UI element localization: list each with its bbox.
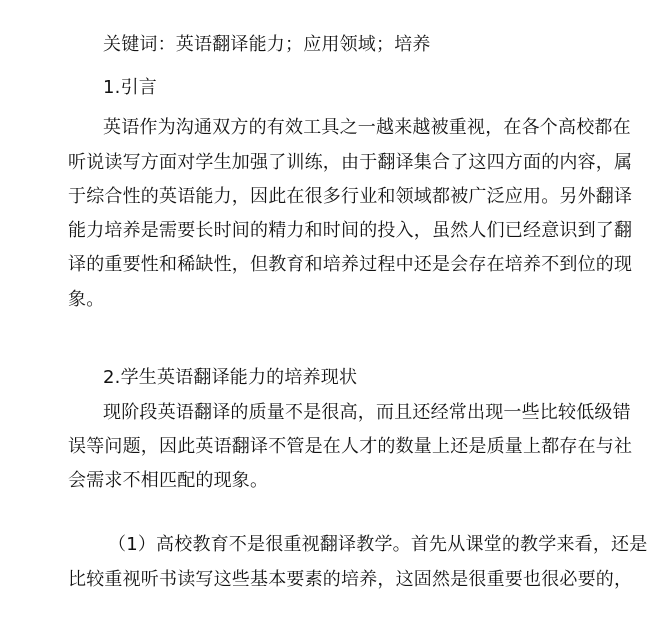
keywords-line: 关键词：英语翻译能力；应用领域；培养 [103,34,431,55]
list-item-line: （1）高校教育不是很重视翻译教学。首先从课堂的教学来看，还是 [108,534,648,555]
paragraph-line: 会需求不相匹配的现象。 [68,470,269,491]
paragraph-line: 听说读写方面对学生加强了训练，由于翻译集合了这四方面的内容，属 [68,152,633,173]
paragraph-line: 译的重要性和稀缺性，但教育和培养过程中还是会存在培养不到位的现 [68,254,633,275]
paragraph-line: 比较重视听书读写这些基本要素的培养，这固然是很重要也很必要的， [68,569,633,590]
section-heading-introduction: 1.引言 [103,77,157,98]
paragraph-line: 误等问题，因此英语翻译不管是在人才的数量上还是质量上都存在与社 [68,436,633,457]
paragraph-line: 能力培养是需要长时间的精力和时间的投入，虽然人们已经意识到了翻 [68,220,633,241]
section-heading-status: 2.学生英语翻译能力的培养现状 [103,367,358,388]
paragraph-line: 于综合性的英语能力，因此在很多行业和领域都被广泛应用。另外翻译 [68,186,633,207]
paragraph-line: 象。 [68,289,105,310]
paragraph-line: 现阶段英语翻译的质量不是很高，而且还经常出现一些比较低级错 [103,402,631,423]
paragraph-line: 英语作为沟通双方的有效工具之一越来越被重视，在各个高校都在 [103,117,631,138]
